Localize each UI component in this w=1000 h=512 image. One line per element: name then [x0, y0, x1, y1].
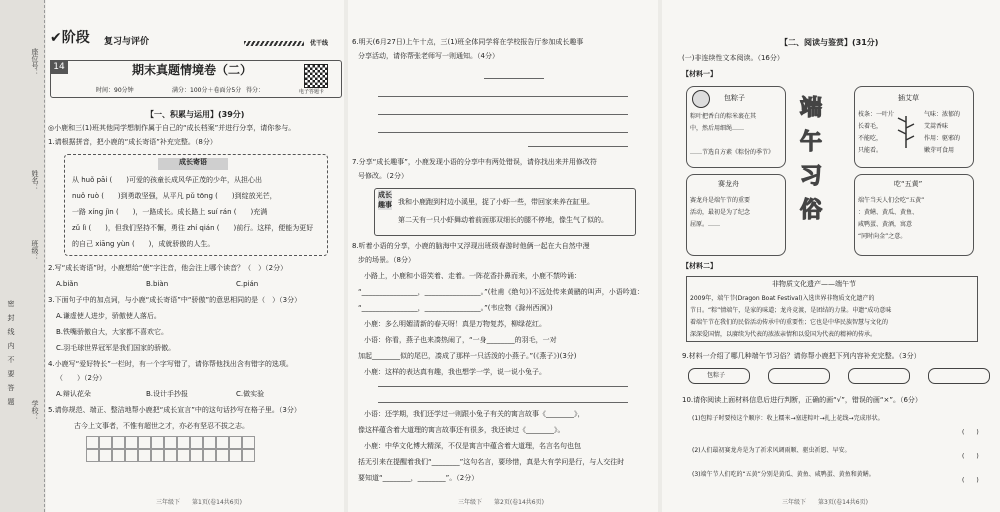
card-zongzi-line-1: 粽叶把香白的粽米裹在其 [690, 113, 757, 120]
q8-answer-line-2[interactable] [378, 402, 628, 403]
card-five-yellows-line-3: 咸鸭蛋、黄酒，寓意 [858, 221, 913, 228]
question-9: 9.材料一介绍了哪几种端午节习俗？请你帮小鹿把下列内容补充完整。（3分） [682, 352, 921, 360]
question-10: 10.请你阅读上面材料信息后进行判断，正确的画“√”，错误的画“×”。（6分） [682, 396, 922, 404]
page-3-footer: 三年级下 第3页(卷14共6页) [782, 499, 868, 506]
card-mugwort-right-1: 气味：浓郁的 [924, 111, 961, 118]
notice-line-3[interactable] [378, 132, 628, 133]
card-mugwort-right-2: 艾蒿香味 [924, 123, 949, 130]
card-mugwort-title: 插艾草 [898, 94, 919, 102]
binding-strip [0, 0, 45, 512]
question-2: 2.写“成长寄语”时，小鹿想给“使”字注音，他会注上哪个读音？（ ）（2分） [48, 264, 288, 272]
q8-answer-line-1[interactable] [378, 386, 628, 387]
question-7: 7.分享“成长趣事”，小鹿发现小语的分享中有两处错误，请你找出来并用修改符 [352, 158, 597, 166]
card-zongzi-line-2: 中，然后用细绳…… [690, 125, 745, 132]
q8-line-11[interactable]: 括无引来在提醒着我们“________”这句名言，要珍惜，真是大有学问是行，与人交往时 [358, 458, 625, 466]
question-3: 3.下面句子中的加点词，与小鹿“成长寄语”中“骄傲”的意思相同的是（ ）（3分） [48, 296, 302, 304]
pinyin-line-3[interactable]: 一路 xíng jìn ( )，一路成长。成长路上 suí rán ( )充满 [72, 208, 268, 216]
q8-line-5[interactable]: 小语：你看，燕子也来凑热闹了，“一身________的羽毛，一对 [364, 336, 557, 344]
notice-line-1[interactable] [378, 96, 628, 97]
seat-label: 座位号： [31, 48, 39, 76]
name-label: 姓名： [31, 170, 39, 191]
qr-caption: 电子答题卡 [299, 89, 325, 95]
card-five-yellows-line-1: 端午当天人们会吃“五黄” [858, 197, 925, 204]
question-7-cont: 号修改。（2分） [358, 172, 408, 180]
card-dragon-boat-line-3: 屈原。…… [690, 221, 721, 228]
meta-score-obtained: 得分： [246, 87, 265, 94]
exam-page-2 [348, 0, 658, 512]
q5-sentence: 古今上文事者，不惟有超世之才，亦必有坚忍不拔之志。 [74, 422, 249, 430]
q8-line-3[interactable]: “________________，________________。”(韦应物《滁州西涧》) [358, 304, 553, 312]
question-6-cont: 分享活动，请你帮张老师写一则通知。（4分） [358, 52, 499, 60]
q2-option-a[interactable]: A.biǎn [56, 280, 79, 288]
card-dragon-boat-line-1: 赛龙舟是端午节的重要 [690, 197, 751, 204]
card-five-yellows-line-4: “同时向金”之意。 [858, 233, 907, 240]
zongzi-icon [692, 90, 710, 108]
anecdote-line-1[interactable]: 我和小鹿跑到村边小溪里，捉了小虾一些，带回家来养在缸里。 [398, 198, 594, 206]
school-label: 学校： [31, 400, 39, 421]
material-2-line-2: 节日。“粽”情端午，是家的味道；龙舟竞渡，是团结的力量。申遗“成功意味 [690, 307, 892, 314]
card-mugwort-line-2: 长着毛， [858, 123, 883, 130]
material-2-line-1: 2009年，端午节(Dragon Boat Festival)入选世界非物质文化遗产的 [690, 295, 875, 302]
binding-warning: 密 封 线 内 不 要 答 题 [7, 300, 15, 405]
q9-answer-pill-1[interactable] [688, 368, 750, 384]
card-zongzi-title: 包粽子 [724, 94, 745, 102]
question-4: 4.小鹿写“爱好特长”一栏时，有一个字写错了，请你帮他找出含有错字的选项。 [48, 360, 293, 368]
q3-option-c[interactable]: C.羽毛球世界冠军是我们国家的骄傲。 [56, 344, 176, 352]
material-2-line-4: 深深爱国情，以赓续为代表的浓浓亲情和以爱国为代表的精神的传承。 [690, 331, 877, 338]
card-dragon-boat-title: 赛龙舟 [718, 180, 739, 188]
scenario-intro: ◎小鹿和三(1)班其他同学想制作属于自己的“成长档案”并进行分享，请你参与。 [48, 124, 296, 132]
paper-badge: 14 [50, 60, 68, 74]
notice-line-2[interactable] [378, 114, 628, 115]
page-1-footer: 三年级下 第1页(卷14共6页) [156, 499, 242, 506]
pinyin-line-2[interactable]: nuǒ ruò ( )到勇敢坚强，从平凡 pǔ tōng ( )到绽放光芒， [72, 192, 277, 200]
q8-line-8[interactable]: 小语：还学期，我们还学过一则跟小兔子有关的寓言故事《________》， [364, 410, 585, 418]
q8-line-9[interactable]: 像这样蕴含着大道理的寓言故事还有很多，我还读过《________》。 [358, 426, 565, 434]
notice-signature-line[interactable] [528, 146, 628, 147]
paper-title: 期末真题情境卷（二） [132, 63, 253, 77]
q9-answer-pill-2[interactable] [768, 368, 830, 384]
q9-answer-pill-3[interactable] [848, 368, 910, 384]
question-5: 5.请你规范、端正、整洁地帮小鹿把“成长宣言”中的这句话抄写在格子里。（3分） [48, 406, 301, 414]
q3-option-a[interactable]: A.谦虚使人进步，骄傲使人落后。 [56, 312, 161, 320]
q2-option-c[interactable]: C.pián [236, 280, 259, 288]
meta-time: 时间：90分钟 [96, 87, 134, 94]
q8-line-7: 小鹿：这样的表达真有趣，我也想学一学，说一说小兔子。 [364, 368, 546, 376]
section-1-heading: 【一、积累与运用】(39分) [146, 110, 245, 119]
card-mugwort-line-4: 只能看。 [858, 147, 883, 154]
anecdote-box [374, 188, 636, 236]
q2-option-b[interactable]: B.biàn [146, 280, 169, 288]
card-dragon-boat-line-2: 活动，最初是为了纪念 [690, 209, 751, 216]
q8-line-12[interactable]: 要知道“________，________”。（2分） [358, 474, 479, 482]
grade-label: 班级： [31, 240, 39, 261]
q4-answer-blank[interactable]: （ ）（2分） [56, 374, 106, 382]
material-2-label: 【材料二】 [682, 262, 717, 270]
pinyin-line-4[interactable]: zǔ lì ( )，但我们坚持不懈，勇往 zhí qián ( )前行。这样，便能为更好 [72, 224, 314, 232]
anecdote-line-2[interactable]: 第二天有一只小虾舞动着前面那双细长的腿不停地，像生气了似的。 [398, 216, 608, 224]
q4-option-c[interactable]: C.做实验 [236, 390, 265, 398]
q10-statement-1: (1)包粽子时要按这个顺序：收上糯米→塞进粽叶→扎上花线→完成形状。 [692, 415, 884, 422]
card-mugwort-line-3: 不能吃， [858, 135, 883, 142]
subsection-1: (一)非连续性文本阅读。（16分） [682, 54, 784, 62]
q8-line-1: 小路上，小鹿和小语笑着、走着。一阵花香扑鼻而来，小鹿不禁吟诵： [364, 272, 581, 280]
card-mugwort-right-4: 嫩芽可食用 [924, 147, 955, 154]
q8-line-4: 小鹿：多么明媚清新的春天呀！真是万物复苏，柳绿花红。 [364, 320, 546, 328]
page-2-footer: 三年级下 第2页(卷14共6页) [458, 499, 544, 506]
q8-line-10: 小鹿：中华文化博大精深，不仅是寓言中蕴含着大道理，名言名句也包 [364, 442, 581, 450]
stripe-decor [244, 41, 304, 46]
card-mugwort-line-1: 枝条：一叶片 [858, 111, 895, 118]
q8-line-2[interactable]: “________________，________________。”(杜甫《绝句》)不远处传来黄鹂的叫声，小语吟道： [358, 288, 644, 296]
pinyin-line-5[interactable]: 的自己 xiāng yùn ( )，成就骄傲的人生。 [72, 240, 215, 248]
brand-mark: ✔阶段 [50, 30, 90, 46]
q10-statement-2: (2)人们最初赛龙舟是为了祈求风调雨顺、驱虫祈愿、早安。 [692, 447, 851, 454]
writing-grid[interactable] [86, 436, 255, 462]
notice-title-line[interactable] [484, 78, 544, 79]
pinyin-line-1[interactable]: 从 huǒ pāi ( )可爱的孩童长成风华正茂的少年，从担心出 [72, 176, 262, 184]
mugwort-icon [894, 112, 918, 148]
anecdote-label: 成长趣事 [378, 191, 392, 209]
press-name: 优干线 [310, 40, 329, 47]
q8-line-6[interactable]: 加起________似的尾巴，凑成了那样一只活泼的小燕子。”(《燕子》)(3分) [358, 352, 577, 360]
material-1-label: 【材料一】 [682, 70, 717, 78]
qr-code-icon[interactable] [304, 64, 328, 88]
material-2-heading: 非物质文化遗产——端午节 [772, 280, 856, 288]
dragon-boat-vertical-title: 端 午 习 俗 [800, 96, 823, 223]
card-zongzi-line-3: ……节选自方素《粽份的季节》 [690, 149, 775, 156]
exam-page-1 [46, 0, 344, 512]
growth-message-title: 成长寄语 [158, 158, 228, 170]
question-8: 8.听着小语的分享，小鹿的脑海中又浮现出班级春游时他俩一起在大自然中漫 [352, 242, 590, 250]
question-1: 1.请根据拼音，把小鹿的“成长寄语”补充完整。（8分） [48, 138, 217, 146]
q3-option-b[interactable]: B.铁嘴骄傲自大，大家都不喜欢它。 [56, 328, 169, 336]
question-8-cont: 步的场景。（8分） [358, 256, 415, 264]
card-five-yellows-title: 吃“五黄” [894, 180, 923, 188]
card-mugwort-right-3: 作用：驱邪的 [924, 135, 961, 142]
card-five-yellows-line-2: ：黄鳝、黄瓜、黄鱼、 [858, 209, 919, 216]
question-6: 6.明天(6月27日)上午十点，三(1)班全体同学将在学校报告厅参加成长趣事 [352, 38, 584, 46]
q10-mark-3[interactable]: ( ) [962, 477, 979, 484]
q4-option-a[interactable]: A.辩认花朵 [56, 390, 91, 398]
series-title: 复习与评价 [104, 37, 150, 47]
material-2-line-3: 着端午节在我们的民俗活动传承中的重要性；它也是中华民族智慧与文化的 [690, 319, 889, 326]
meta-score: 满分：100分＋卷面分5分 [172, 87, 242, 94]
q10-mark-2[interactable]: ( ) [962, 453, 979, 460]
q10-mark-1[interactable]: ( ) [962, 429, 979, 436]
section-2-heading: 【二、阅读与鉴赏】(31分) [780, 38, 879, 47]
exam-page-3 [662, 0, 1000, 512]
q4-option-b[interactable]: B.设计手抄报 [146, 390, 189, 398]
q9-answer-1: 包粽子 [707, 372, 726, 379]
q9-answer-pill-4[interactable] [928, 368, 990, 384]
q10-statement-3: (3)端午节人们吃的“五黄”分别是黄瓜、黄鱼、咸鸭蛋、黄鱼和黄鳝。 [692, 471, 875, 478]
